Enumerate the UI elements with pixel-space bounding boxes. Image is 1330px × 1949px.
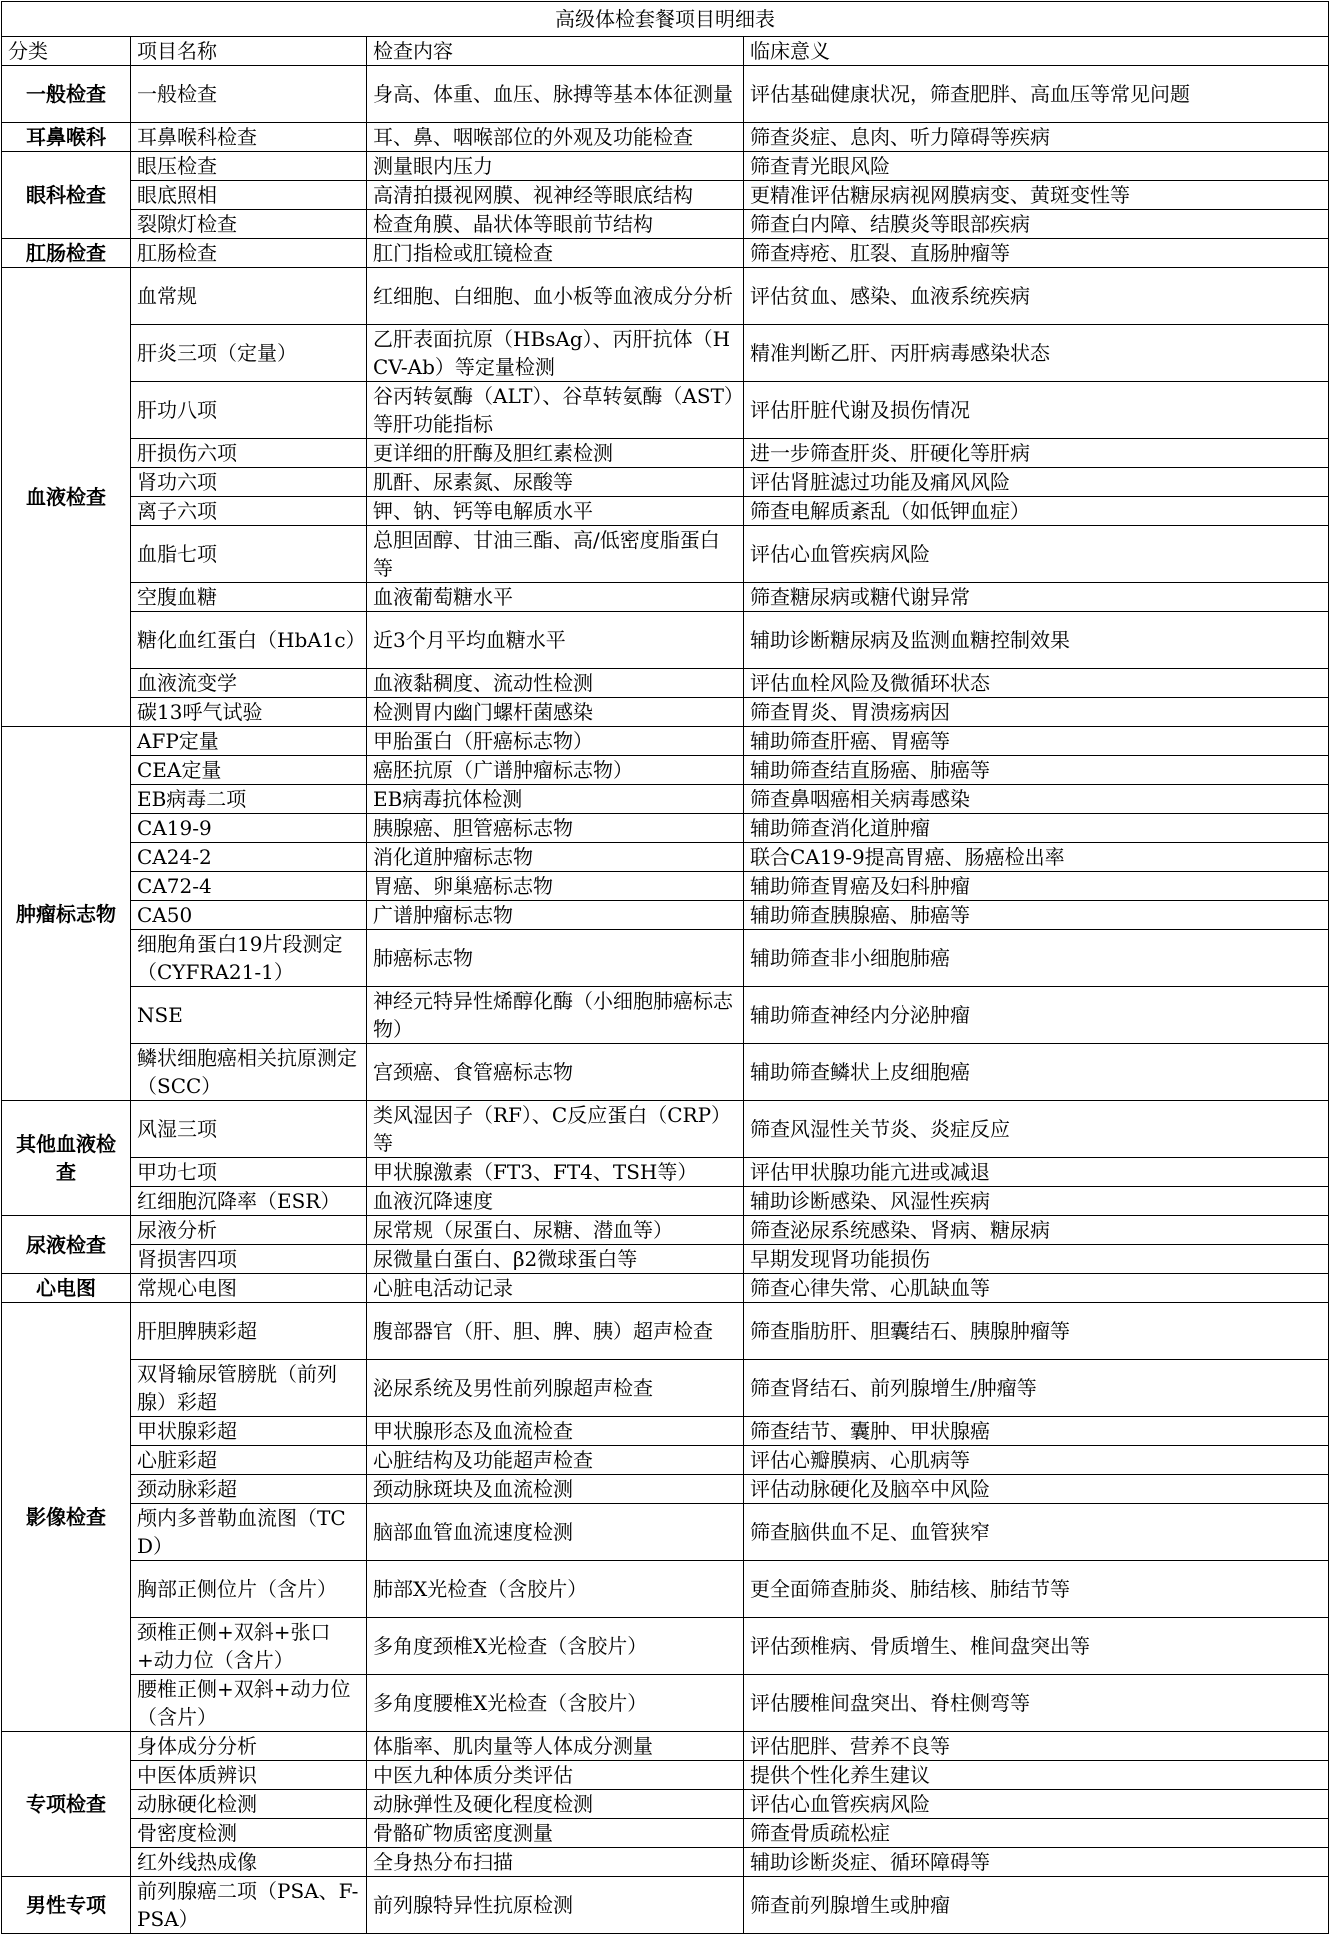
significance-cell: 筛查肾结石、前列腺增生/肿瘤等: [744, 1360, 1329, 1417]
significance-cell: 评估心瓣膜病、心肌病等: [744, 1446, 1329, 1475]
table-row: [2, 1216, 1329, 1245]
table-row: [2, 583, 1329, 612]
table-row: [2, 727, 1329, 756]
table-row: [2, 901, 1329, 930]
content-cell: 多角度腰椎X光检查（含胶片）: [367, 1675, 744, 1732]
content-cell: 红细胞、白细胞、血小板等血液成分分析: [367, 268, 744, 325]
header-category: 分类: [2, 37, 131, 66]
content-cell: 肌酐、尿素氮、尿酸等: [367, 468, 744, 497]
content-cell: 消化道肿瘤标志物: [367, 843, 744, 872]
item-name-cell: 一般检查: [131, 66, 367, 123]
item-name-cell: 血液流变学: [131, 669, 367, 698]
item-name-cell: 红细胞沉降率（ESR）: [131, 1187, 367, 1216]
content-cell: EB病毒抗体检测: [367, 785, 744, 814]
significance-cell: 评估肥胖、营养不良等: [744, 1732, 1329, 1761]
header-item-name: 项目名称: [131, 37, 367, 66]
table-row: [2, 123, 1329, 152]
item-name-cell: 颈椎正侧+双斜+张口+动力位（含片）: [131, 1618, 367, 1675]
significance-cell: 评估肾脏滤过功能及痛风风险: [744, 468, 1329, 497]
table-row: [2, 612, 1329, 669]
content-cell: 腹部器官（肝、胆、脾、胰）超声检查: [367, 1303, 744, 1360]
table-row: [2, 1790, 1329, 1819]
content-cell: 广谱肿瘤标志物: [367, 901, 744, 930]
table-row: [2, 1158, 1329, 1187]
item-name-cell: 血常规: [131, 268, 367, 325]
table-row: [2, 1274, 1329, 1303]
item-name-cell: 肝胆脾胰彩超: [131, 1303, 367, 1360]
table-row: [2, 1848, 1329, 1877]
table-row: [2, 526, 1329, 583]
significance-cell: 早期发现肾功能损伤: [744, 1245, 1329, 1274]
table-row: [2, 1101, 1329, 1158]
table-row: [2, 930, 1329, 987]
item-name-cell: CA24-2: [131, 843, 367, 872]
category-cell: 耳鼻喉科: [2, 123, 131, 152]
table-row: [2, 66, 1329, 123]
item-name-cell: 肝损伤六项: [131, 439, 367, 468]
table-row: [2, 872, 1329, 901]
content-cell: 耳、鼻、咽喉部位的外观及功能检查: [367, 123, 744, 152]
significance-cell: 辅助筛查结直肠癌、肺癌等: [744, 756, 1329, 785]
significance-cell: 辅助筛查肝癌、胃癌等: [744, 727, 1329, 756]
significance-cell: 筛查青光眼风险: [744, 152, 1329, 181]
header-content: 检查内容: [367, 37, 744, 66]
significance-cell: 评估甲状腺功能亢进或减退: [744, 1158, 1329, 1187]
table-row: [2, 239, 1329, 268]
content-cell: 甲胎蛋白（肝癌标志物）: [367, 727, 744, 756]
content-cell: 检测胃内幽门螺杆菌感染: [367, 698, 744, 727]
significance-cell: 评估基础健康状况，筛查肥胖、高血压等常见问题: [744, 66, 1329, 123]
significance-cell: 辅助诊断炎症、循环障碍等: [744, 1848, 1329, 1877]
table-row: [2, 1044, 1329, 1101]
significance-cell: 精准判断乙肝、丙肝病毒感染状态: [744, 325, 1329, 382]
content-cell: 多角度颈椎X光检查（含胶片）: [367, 1618, 744, 1675]
significance-cell: 筛查痔疮、肛裂、直肠肿瘤等: [744, 239, 1329, 268]
item-name-cell: EB病毒二项: [131, 785, 367, 814]
item-name-cell: 碳13呼气试验: [131, 698, 367, 727]
item-name-cell: 离子六项: [131, 497, 367, 526]
content-cell: 骨骼矿物质密度测量: [367, 1819, 744, 1848]
table-row: [2, 439, 1329, 468]
item-name-cell: 中医体质辨识: [131, 1761, 367, 1790]
item-name-cell: AFP定量: [131, 727, 367, 756]
table-row: [2, 468, 1329, 497]
item-name-cell: 糖化血红蛋白（HbA1c）: [131, 612, 367, 669]
content-cell: 更详细的肝酶及胆红素检测: [367, 439, 744, 468]
category-cell: 肿瘤标志物: [2, 727, 131, 1101]
table-row: [2, 1245, 1329, 1274]
content-cell: 肺部X光检查（含胶片）: [367, 1561, 744, 1618]
content-cell: 胰腺癌、胆管癌标志物: [367, 814, 744, 843]
table-row: [2, 1504, 1329, 1561]
report-sheet: [1, 1, 1328, 1934]
significance-cell: 筛查结节、囊肿、甲状腺癌: [744, 1417, 1329, 1446]
significance-cell: 筛查风湿性关节炎、炎症反应: [744, 1101, 1329, 1158]
significance-cell: 评估血栓风险及微循环状态: [744, 669, 1329, 698]
significance-cell: 筛查心律失常、心肌缺血等: [744, 1274, 1329, 1303]
item-name-cell: 甲状腺彩超: [131, 1417, 367, 1446]
item-name-cell: 肾功六项: [131, 468, 367, 497]
table-row: [2, 1732, 1329, 1761]
item-name-cell: 常规心电图: [131, 1274, 367, 1303]
item-name-cell: 鳞状细胞癌相关抗原测定（SCC）: [131, 1044, 367, 1101]
table-row: [2, 1618, 1329, 1675]
significance-cell: 筛查胃炎、胃溃疡病因: [744, 698, 1329, 727]
significance-cell: 筛查鼻咽癌相关病毒感染: [744, 785, 1329, 814]
table-row: [2, 1360, 1329, 1417]
content-cell: 类风湿因子（RF）、C反应蛋白（CRP）等: [367, 1101, 744, 1158]
item-name-cell: 尿液分析: [131, 1216, 367, 1245]
header-significance: 临床意义: [744, 37, 1329, 66]
item-name-cell: 耳鼻喉科检查: [131, 123, 367, 152]
item-name-cell: 心脏彩超: [131, 1446, 367, 1475]
significance-cell: 辅助筛查胃癌及妇科肿瘤: [744, 872, 1329, 901]
item-name-cell: NSE: [131, 987, 367, 1044]
item-name-cell: CA50: [131, 901, 367, 930]
category-cell: 男性专项: [2, 1877, 131, 1934]
item-name-cell: 肾损害四项: [131, 1245, 367, 1274]
table-row: [2, 210, 1329, 239]
table-row: [2, 785, 1329, 814]
item-name-cell: 身体成分分析: [131, 1732, 367, 1761]
item-name-cell: 前列腺癌二项（PSA、F-PSA）: [131, 1877, 367, 1934]
item-name-cell: 肛肠检查: [131, 239, 367, 268]
content-cell: 全身热分布扫描: [367, 1848, 744, 1877]
item-name-cell: 动脉硬化检测: [131, 1790, 367, 1819]
table-row: [2, 1475, 1329, 1504]
significance-cell: 辅助筛查鳞状上皮细胞癌: [744, 1044, 1329, 1101]
table-row: [2, 1675, 1329, 1732]
category-cell: 心电图: [2, 1274, 131, 1303]
content-cell: 胃癌、卵巢癌标志物: [367, 872, 744, 901]
significance-cell: 评估动脉硬化及脑卒中风险: [744, 1475, 1329, 1504]
content-cell: 血液沉降速度: [367, 1187, 744, 1216]
content-cell: 检查角膜、晶状体等眼前节结构: [367, 210, 744, 239]
content-cell: 测量眼内压力: [367, 152, 744, 181]
significance-cell: 辅助筛查胰腺癌、肺癌等: [744, 901, 1329, 930]
significance-cell: 评估贫血、感染、血液系统疾病: [744, 268, 1329, 325]
table-row: [2, 1446, 1329, 1475]
item-name-cell: 颅内多普勒血流图（TCD）: [131, 1504, 367, 1561]
content-cell: 肛门指检或肛镜检查: [367, 239, 744, 268]
significance-cell: 筛查脑供血不足、血管狭窄: [744, 1504, 1329, 1561]
significance-cell: 评估心血管疾病风险: [744, 1790, 1329, 1819]
content-cell: 高清拍摄视网膜、视神经等眼底结构: [367, 181, 744, 210]
significance-cell: 辅助诊断感染、风湿性疾病: [744, 1187, 1329, 1216]
header-row: [2, 37, 1329, 66]
content-cell: 动脉弹性及硬化程度检测: [367, 1790, 744, 1819]
significance-cell: 评估腰椎间盘突出、脊柱侧弯等: [744, 1675, 1329, 1732]
item-name-cell: 细胞角蛋白19片段测定（CYFRA21-1）: [131, 930, 367, 987]
table-row: [2, 181, 1329, 210]
table-row: [2, 497, 1329, 526]
table-row: [2, 843, 1329, 872]
significance-cell: 筛查前列腺增生或肿瘤: [744, 1877, 1329, 1934]
item-name-cell: 眼压检查: [131, 152, 367, 181]
significance-cell: 辅助筛查神经内分泌肿瘤: [744, 987, 1329, 1044]
content-cell: 身高、体重、血压、脉搏等基本体征测量: [367, 66, 744, 123]
category-cell: 其他血液检查: [2, 1101, 131, 1216]
item-name-cell: 空腹血糖: [131, 583, 367, 612]
content-cell: 甲状腺形态及血流检查: [367, 1417, 744, 1446]
item-name-cell: 眼底照相: [131, 181, 367, 210]
content-cell: 脑部血管血流速度检测: [367, 1504, 744, 1561]
table-row: [2, 756, 1329, 785]
content-cell: 泌尿系统及男性前列腺超声检查: [367, 1360, 744, 1417]
item-name-cell: 颈动脉彩超: [131, 1475, 367, 1504]
table-row: [2, 1819, 1329, 1848]
content-cell: 神经元特异性烯醇化酶（小细胞肺癌标志物）: [367, 987, 744, 1044]
content-cell: 尿常规（尿蛋白、尿糖、潜血等）: [367, 1216, 744, 1245]
exam-items-table: [1, 1, 1329, 1934]
item-name-cell: 骨密度检测: [131, 1819, 367, 1848]
category-cell: 专项检查: [2, 1732, 131, 1877]
significance-cell: 辅助筛查消化道肿瘤: [744, 814, 1329, 843]
significance-cell: 筛查糖尿病或糖代谢异常: [744, 583, 1329, 612]
item-name-cell: CEA定量: [131, 756, 367, 785]
category-cell: 一般检查: [2, 66, 131, 123]
content-cell: 颈动脉斑块及血流检测: [367, 1475, 744, 1504]
significance-cell: 辅助诊断糖尿病及监测血糖控制效果: [744, 612, 1329, 669]
table-row: [2, 987, 1329, 1044]
significance-cell: 筛查泌尿系统感染、肾病、糖尿病: [744, 1216, 1329, 1245]
content-cell: 癌胚抗原（广谱肿瘤标志物）: [367, 756, 744, 785]
table-row: [2, 268, 1329, 325]
content-cell: 近3个月平均血糖水平: [367, 612, 744, 669]
significance-cell: 评估心血管疾病风险: [744, 526, 1329, 583]
category-cell: 眼科检查: [2, 152, 131, 239]
content-cell: 乙肝表面抗原（HBsAg）、丙肝抗体（HCV-Ab）等定量检测: [367, 325, 744, 382]
content-cell: 中医九种体质分类评估: [367, 1761, 744, 1790]
significance-cell: 联合CA19-9提高胃癌、肠癌检出率: [744, 843, 1329, 872]
table-row: [2, 814, 1329, 843]
item-name-cell: CA19-9: [131, 814, 367, 843]
content-cell: 肺癌标志物: [367, 930, 744, 987]
category-cell: 影像检查: [2, 1303, 131, 1732]
significance-cell: 筛查骨质疏松症: [744, 1819, 1329, 1848]
category-cell: 血液检查: [2, 268, 131, 727]
item-name-cell: 双肾输尿管膀胱（前列腺）彩超: [131, 1360, 367, 1417]
significance-cell: 筛查白内障、结膜炎等眼部疾病: [744, 210, 1329, 239]
content-cell: 心脏结构及功能超声检查: [367, 1446, 744, 1475]
significance-cell: 更精准评估糖尿病视网膜病变、黄斑变性等: [744, 181, 1329, 210]
content-cell: 血液葡萄糖水平: [367, 583, 744, 612]
significance-cell: 进一步筛查肝炎、肝硬化等肝病: [744, 439, 1329, 468]
significance-cell: 评估颈椎病、骨质增生、椎间盘突出等: [744, 1618, 1329, 1675]
table-row: [2, 325, 1329, 382]
significance-cell: 评估肝脏代谢及损伤情况: [744, 382, 1329, 439]
table-row: [2, 152, 1329, 181]
table-row: [2, 1561, 1329, 1618]
content-cell: 尿微量白蛋白、β2微球蛋白等: [367, 1245, 744, 1274]
significance-cell: 筛查脂肪肝、胆囊结石、胰腺肿瘤等: [744, 1303, 1329, 1360]
item-name-cell: CA72-4: [131, 872, 367, 901]
title-row: [2, 2, 1329, 37]
content-cell: 钾、钠、钙等电解质水平: [367, 497, 744, 526]
category-cell: 尿液检查: [2, 1216, 131, 1274]
table-row: [2, 1417, 1329, 1446]
content-cell: 体脂率、肌肉量等人体成分测量: [367, 1732, 744, 1761]
item-name-cell: 肝功八项: [131, 382, 367, 439]
content-cell: 甲状腺激素（FT3、FT4、TSH等）: [367, 1158, 744, 1187]
significance-cell: 辅助筛查非小细胞肺癌: [744, 930, 1329, 987]
significance-cell: 更全面筛查肺炎、肺结核、肺结节等: [744, 1561, 1329, 1618]
significance-cell: 筛查炎症、息肉、听力障碍等疾病: [744, 123, 1329, 152]
table-row: [2, 1761, 1329, 1790]
content-cell: 心脏电活动记录: [367, 1274, 744, 1303]
table-row: [2, 669, 1329, 698]
item-name-cell: 红外线热成像: [131, 1848, 367, 1877]
table-row: [2, 1303, 1329, 1360]
item-name-cell: 血脂七项: [131, 526, 367, 583]
table-row: [2, 698, 1329, 727]
content-cell: 谷丙转氨酶（ALT）、谷草转氨酶（AST）等肝功能指标: [367, 382, 744, 439]
content-cell: 血液黏稠度、流动性检测: [367, 669, 744, 698]
content-cell: 总胆固醇、甘油三酯、高/低密度脂蛋白等: [367, 526, 744, 583]
item-name-cell: 腰椎正侧+双斜+动力位（含片）: [131, 1675, 367, 1732]
sheet-title: 高级体检套餐项目明细表: [2, 2, 1329, 37]
item-name-cell: 胸部正侧位片（含片）: [131, 1561, 367, 1618]
table-row: [2, 1877, 1329, 1934]
item-name-cell: 风湿三项: [131, 1101, 367, 1158]
item-name-cell: 裂隙灯检查: [131, 210, 367, 239]
significance-cell: 筛查电解质紊乱（如低钾血症）: [744, 497, 1329, 526]
table-row: [2, 1187, 1329, 1216]
item-name-cell: 肝炎三项（定量）: [131, 325, 367, 382]
significance-cell: 提供个性化养生建议: [744, 1761, 1329, 1790]
category-cell: 肛肠检查: [2, 239, 131, 268]
content-cell: 前列腺特异性抗原检测: [367, 1877, 744, 1934]
content-cell: 宫颈癌、食管癌标志物: [367, 1044, 744, 1101]
item-name-cell: 甲功七项: [131, 1158, 367, 1187]
table-row: [2, 382, 1329, 439]
